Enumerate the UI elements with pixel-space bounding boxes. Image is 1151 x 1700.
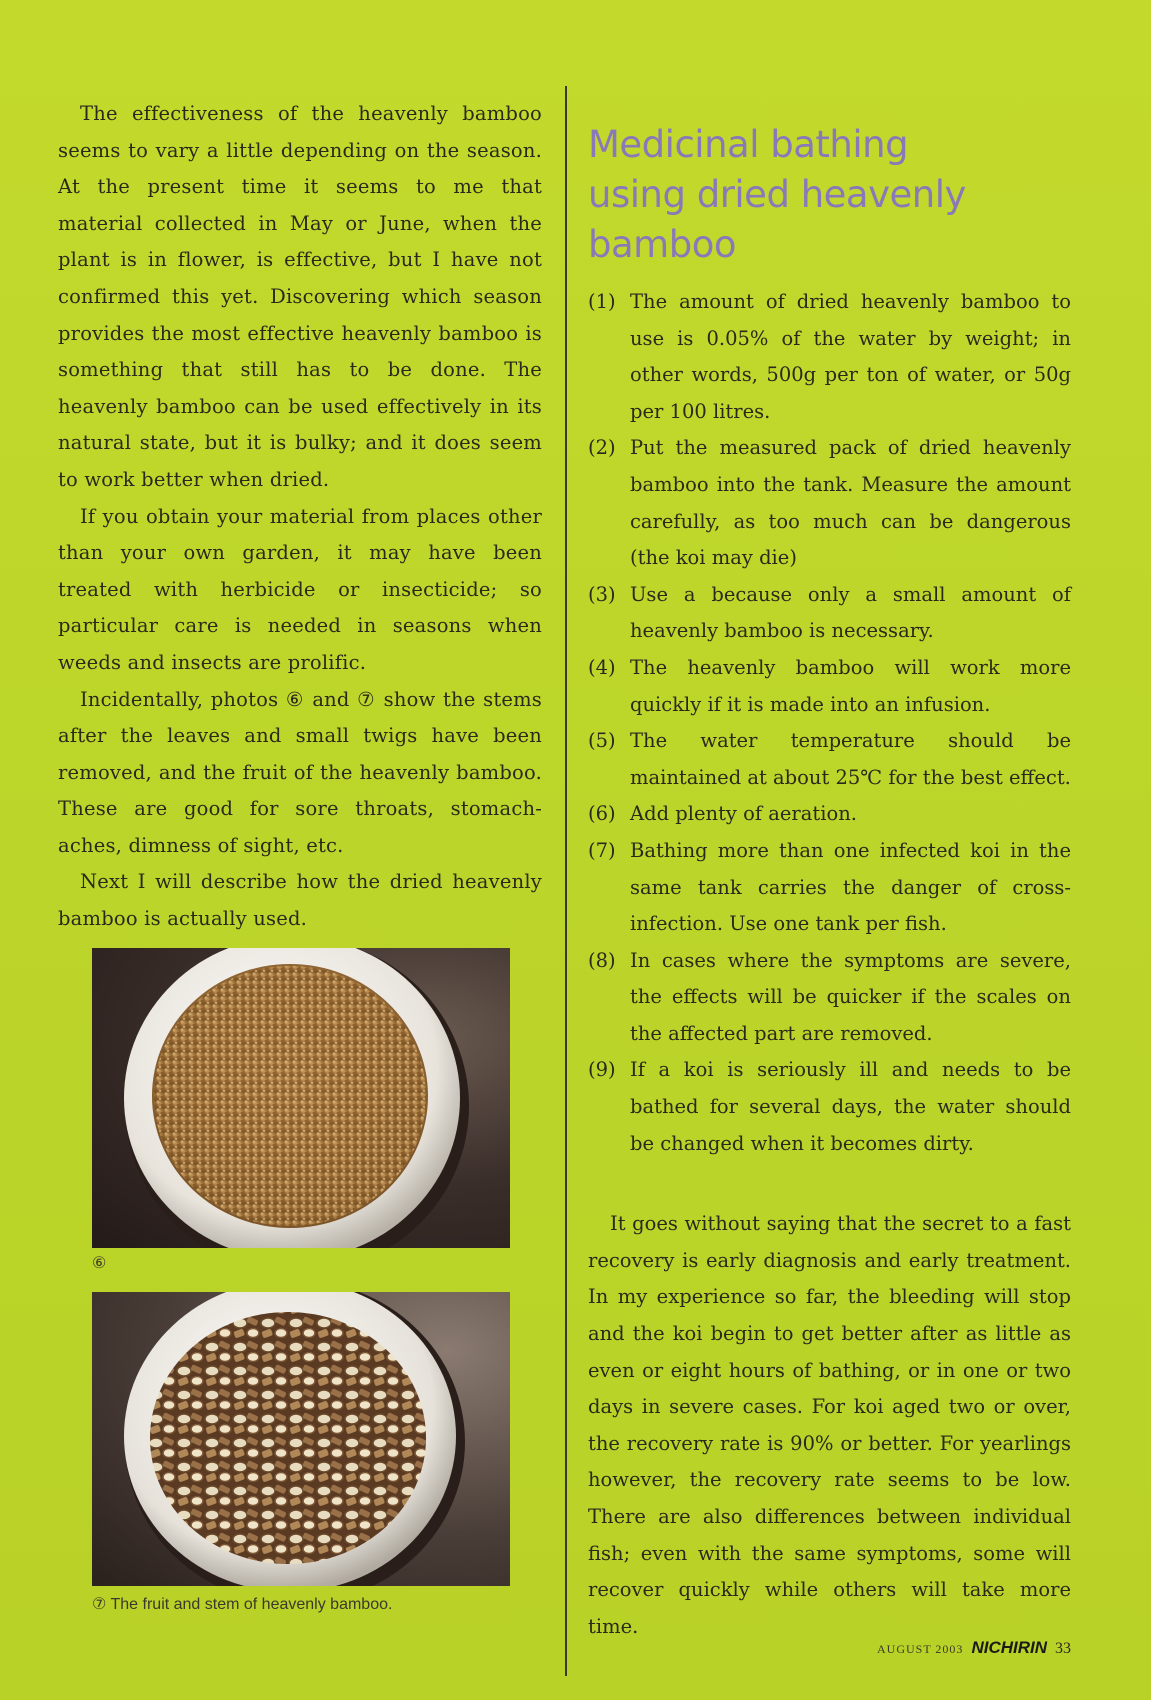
- step-text: The heavenly bamboo will work more quickly if it is made into an infusion.: [630, 655, 1071, 716]
- step-number: (7): [588, 838, 616, 862]
- list-item: [588, 650, 1071, 723]
- page-footer: [877, 1638, 1071, 1658]
- paragraph-herbicide: If you obtain your material from places other than your own garden, it may have been treated with herbicide or insecticide; so particular care is needed in seasons when weeds and insects are prolific.: [58, 504, 542, 674]
- magazine-brand: NICHIRIN: [971, 1638, 1047, 1657]
- list-item: [588, 796, 1071, 833]
- step-text: Put the measured pack of dried heavenly bamboo into the tank. Measure the amount carefully, as too much can be dangerous (the koi may die): [630, 436, 1071, 570]
- bowl-image: [92, 948, 510, 1248]
- paragraph-photos: Incidentally, photos ⑥ and ⑦ show the stems after the leaves and small twigs have been removed, and the fruit of the heavenly bamboo. These are good for sore throats, stomach-aches, dimness of sight, etc.: [58, 687, 542, 857]
- list-item: [588, 833, 1071, 943]
- list-item: [588, 943, 1071, 1053]
- right-column: [588, 120, 1071, 1645]
- list-item: [588, 1052, 1071, 1162]
- paragraph-season: The effectiveness of the heavenly bamboo seems to vary a little depending on the season. At the present time it seems to me that material collected in May or June, when the plant is in flower, is effective, but I have not confirmed this yet. Discovering which season provides the most effective heavenly bamboo is something that still has to be done. The heavenly bamboo can be used effectively in its natural state, but it is bulky; and it does seem to work better when dried.: [58, 102, 542, 491]
- step-number: (2): [588, 436, 616, 460]
- photo-7-caption: ⑦ The fruit and stem of heavenly bamboo.: [92, 1596, 393, 1613]
- step-text: Add plenty of aeration.: [630, 802, 857, 826]
- section-heading: [588, 120, 1071, 270]
- paragraph-next: Next I will describe how the dried heavenly bamboo is actually used.: [58, 870, 542, 931]
- step-text: The amount of dried heavenly bamboo to use is 0.05% of the water by weight; in other words, 500g per ton of water, or 50g per 100 litres.: [630, 290, 1071, 423]
- photo-fruit-stem: [92, 1292, 510, 1586]
- issue-date: AUGUST 2003: [876, 1642, 964, 1656]
- step-number: (9): [588, 1058, 616, 1082]
- step-number: (5): [588, 729, 616, 753]
- list-item: [588, 284, 1071, 430]
- heading-line-1: Medicinal bathing: [588, 123, 909, 166]
- step-number: (3): [588, 582, 616, 606]
- photo-6-caption: ⑥: [92, 1255, 107, 1272]
- step-number: (1): [588, 290, 616, 313]
- list-item: [588, 723, 1071, 796]
- list-item: [588, 577, 1071, 650]
- step-number: (6): [588, 802, 616, 826]
- step-text: Use a because only a small amount of heavenly bamboo is necessary.: [630, 582, 1071, 643]
- column-divider: [565, 86, 567, 1676]
- page-number: 33: [1055, 1640, 1071, 1657]
- step-text: In cases where the symptoms are severe, the effects will be quicker if the scales on the affected part are removed.: [630, 948, 1071, 1045]
- step-text: If a koi is seriously ill and needs to be bathed for several days, the water should be changed when it becomes dirty.: [630, 1058, 1071, 1155]
- steps-list: [588, 284, 1071, 1162]
- step-text: Bathing more than one infected koi in the same tank carries the danger of cross-infection. Use one tank per fish.: [630, 838, 1071, 936]
- photo-dried-bamboo: [92, 948, 510, 1248]
- conclusion-paragraph: It goes without saying that the secret to a fast recovery is early diagnosis and early treatment. In my experience so far, the bleeding will stop and the koi begin to get better after as little as even or eight hours of bathing, or in one or two days in severe cases. For koi aged two or over, the recovery rate is 90% or better. For yearlings however, the recovery rate seems to be low. There are also differences between individual fish; even with the same symptoms, some will recover quickly while others will take more time.: [588, 1212, 1071, 1638]
- step-text: The water temperature should be maintained at about 25℃ for the best effect.: [630, 729, 1071, 789]
- step-number: (4): [588, 655, 616, 679]
- step-number: (8): [588, 948, 616, 972]
- list-item: [588, 430, 1071, 576]
- left-column: [58, 96, 542, 938]
- bowl-image: [92, 1292, 510, 1586]
- heading-line-2: using dried heavenly bamboo: [588, 173, 966, 266]
